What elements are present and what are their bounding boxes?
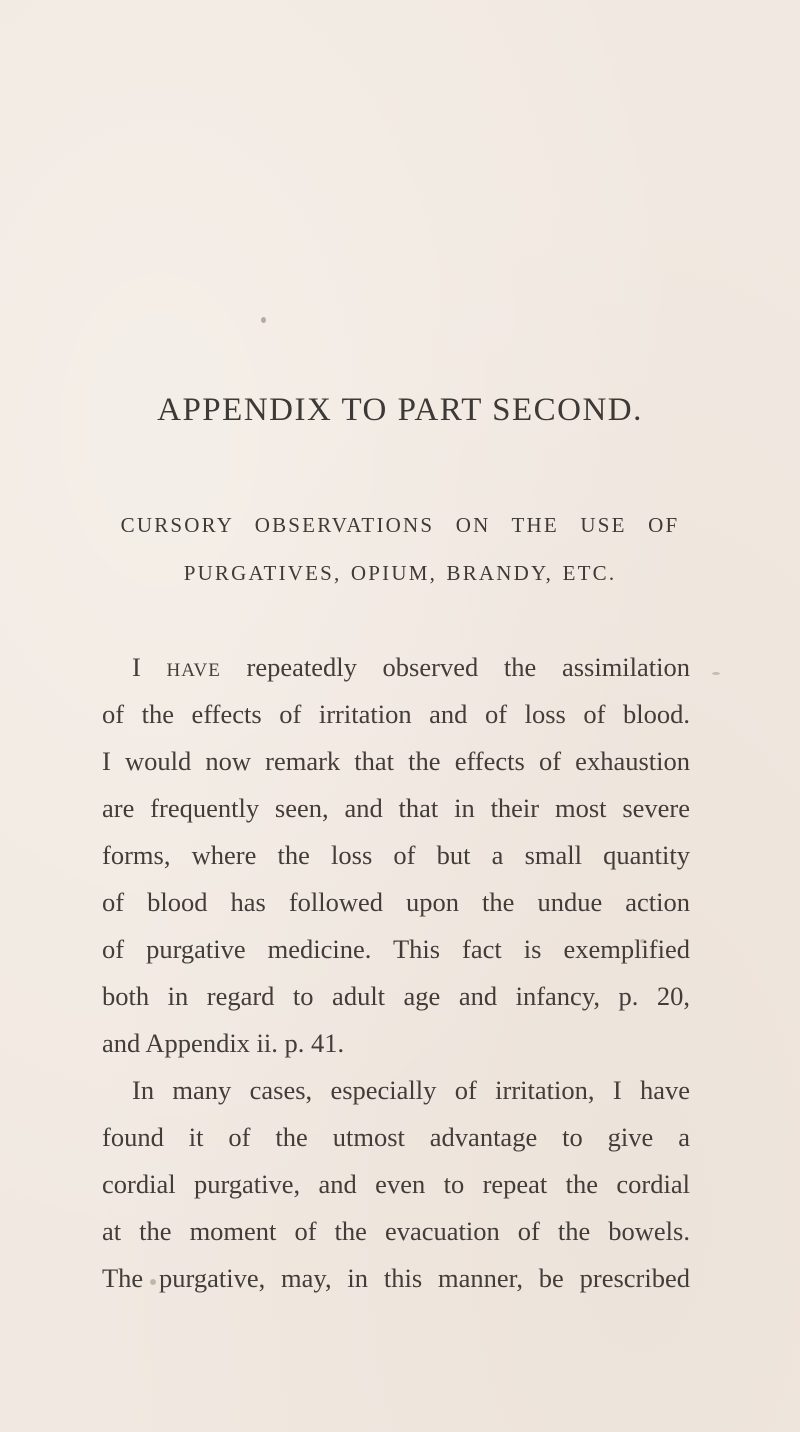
- paragraph-1-line: are frequently seen, and that in their most severe: [102, 793, 690, 823]
- paragraph-2-line: In many cases, especially of irritation, I have: [132, 1075, 690, 1105]
- paragraph-2-line: found it of the utmost advantage to give a: [102, 1122, 690, 1152]
- paragraph-2-line: cordial purgative, and even to repeat the cordial: [102, 1169, 690, 1199]
- paper-speck: [261, 317, 266, 323]
- paragraph-2-line: at the moment of the evacuation of the bowels.: [102, 1216, 690, 1246]
- paragraph-1-line: of the effects of irritation and of loss of blood.: [102, 699, 690, 729]
- paragraph-1-line: forms, where the loss of but a small quantity: [102, 840, 690, 870]
- paragraph-1-line-1: [132, 647, 690, 687]
- lead-word: I: [132, 652, 141, 682]
- paragraph-1-last-line: and Appendix ii. p. 41.: [102, 1028, 345, 1058]
- paragraph-2-line: The purgative, may, in this manner, be prescribed: [102, 1263, 690, 1293]
- lead-smallcaps: have: [166, 652, 221, 682]
- paragraph-1-line: both in regard to adult age and infancy, p. 20,: [102, 981, 690, 1011]
- paper-speck: [712, 672, 720, 675]
- appendix-title: APPENDIX TO PART SECOND.: [157, 392, 643, 428]
- line-1-rest: repeatedly observed the assimilation: [246, 652, 691, 682]
- paragraph-1-line: of purgative medicine. This fact is exemplified: [102, 934, 690, 964]
- subtitle-line-1: CURSORY OBSERVATIONS ON THE USE OF: [120, 513, 680, 537]
- paragraph-1-line: of blood has followed upon the undue action: [102, 887, 690, 917]
- paragraph-1-line: I would now remark that the effects of exhaustion: [102, 746, 690, 776]
- subtitle-line-2: PURGATIVES, OPIUM, BRANDY, ETC.: [183, 561, 617, 585]
